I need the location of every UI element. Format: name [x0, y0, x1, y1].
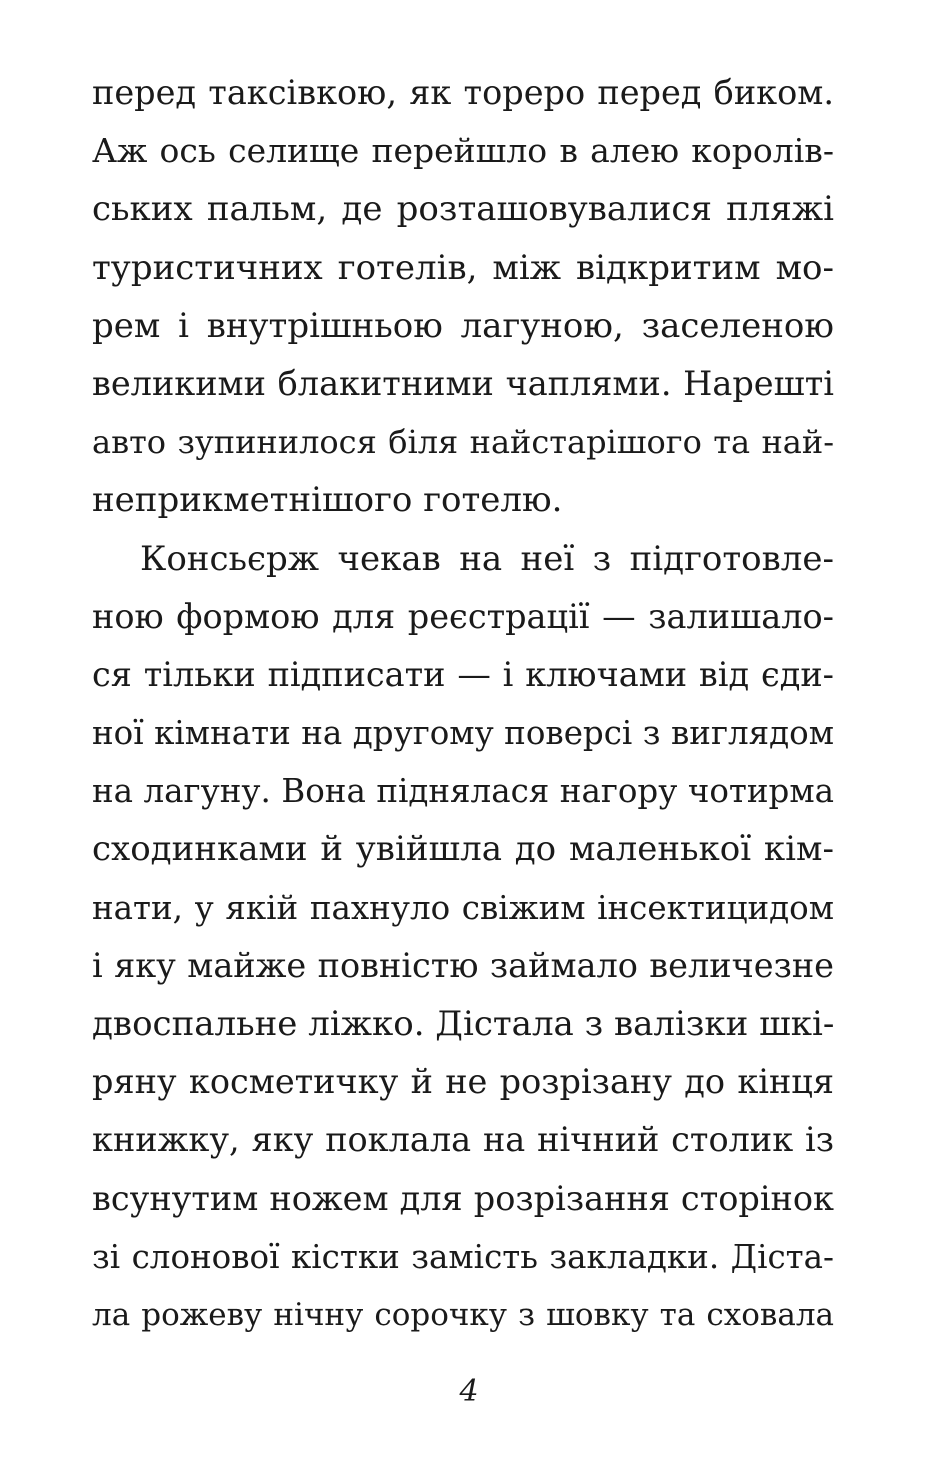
text-line: перед таксівкою, як тореро перед биком. [92, 73, 834, 112]
text-line: на лагуну. Вона піднялася нагору чотирма [92, 772, 834, 811]
text-line: авто зупинилося біля найстарішого та най- [92, 423, 834, 462]
text-line: туристичних готелів, між відкритим мо- [92, 247, 834, 288]
page-number: 4 [459, 1374, 479, 1409]
text-line: ряну косметичку й не розрізану до кінця [92, 1062, 834, 1102]
text-line: ся тільки підписати — і ключами від єди- [92, 654, 834, 694]
text-line: сходинками й увійшла до маленької кім- [92, 829, 834, 870]
text-line: рем і внутрішньою лагуною, заселеною [92, 305, 834, 346]
text-line: ної кімнати на другому поверсі з виглядом [92, 714, 834, 753]
text-line: ла рожеву нічну сорочку з шовку та сховала [92, 1296, 834, 1333]
text-line: великими блакитними чаплями. Нарешті [92, 363, 834, 403]
paragraph-2 [92, 530, 834, 1345]
text-line: і яку майже повністю займало величезне [92, 945, 834, 985]
text-line: неприкметнішого готелю. [92, 480, 563, 521]
text-line: Консьєрж чекав на неї з підготовле- [140, 538, 834, 579]
text-line: всунутим ножем для розрізання сторінок [92, 1178, 834, 1218]
text-line: нати, у якій пахнуло свіжим інсектицидом [92, 888, 834, 927]
text-line: Аж ось селище перейшло в алею королів- [92, 131, 834, 171]
text-line: ських пальм, де розташовувалися пляжі [92, 189, 834, 230]
text-line: ною формою для реєстрації — залишало- [92, 596, 834, 636]
text-line: зі слонової кістки замість закладки. Діста- [92, 1237, 834, 1276]
paragraph-1 [92, 64, 834, 530]
page-text [92, 64, 834, 1344]
text-line: книжку, яку поклала на нічний столик із [92, 1120, 834, 1160]
text-line: двоспальне ліжко. Дістала з валізки шкі- [92, 1004, 835, 1044]
